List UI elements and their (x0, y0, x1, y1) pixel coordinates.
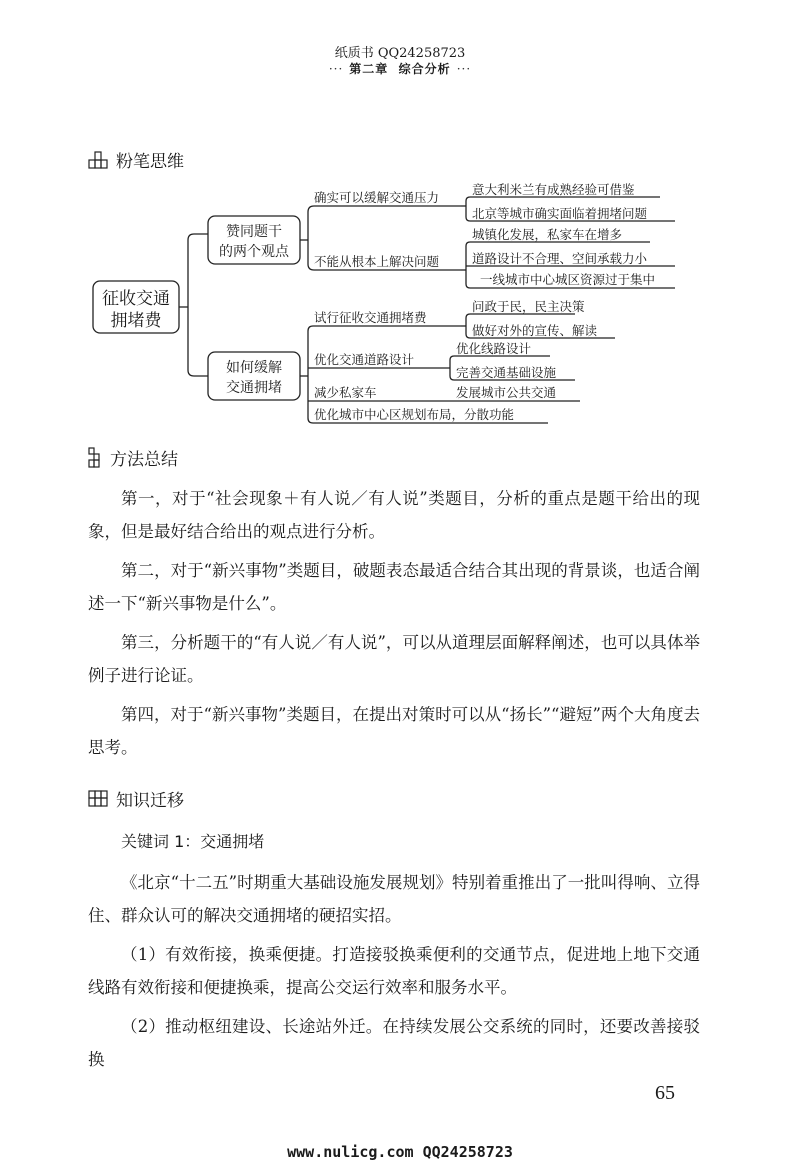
mindmap-lower-branch-line1: 如何缓解 (226, 360, 282, 376)
mindmap-leaf: 发展城市公共交通 (456, 385, 557, 400)
mindmap-upper-branch-line2: 的两个观点 (219, 244, 289, 260)
keyword-label: 关键词 1：交通拥堵 (121, 832, 265, 851)
mindmap-leaf: 问政于民，民主决策 (472, 299, 585, 314)
method-paragraph-3: 第三，分析题干的“有人说／有人说”，可以从道理层面解释阐述，也可以具体举例子进行论证。 (88, 633, 700, 685)
mindmap-lower-branch-line2: 交通拥堵 (226, 380, 282, 396)
mindmap-upper-node: 确实可以缓解交通压力 (314, 190, 440, 205)
mindmap-upper-node: 不能从根本上解决问题 (314, 254, 440, 269)
method-paragraph-4: 第四，对于“新兴事物”类题目，在提出对策时可以从“扬长”“避短”两个大角度去思考。 (88, 705, 700, 757)
footer-watermark: www.nulicg.com QQ24258723 (287, 1143, 513, 1161)
knowledge-paragraph-1: 《北京“十二五”时期重大基础设施发展规划》特别着重推出了一批叫得响、立得住、群众认可的解决交通拥堵的硬招实招。 (88, 873, 700, 925)
mindmap-root-line1: 征收交通 (102, 289, 170, 309)
knowledge-paragraph-3: （2）推动枢纽建设、长途站外迁。在持续发展公交系统的同时，还要改善接驳换 (88, 1017, 700, 1069)
mindmap-leaf: 城镇化发展，私家车在增多 (472, 227, 623, 242)
mindmap-root-line2: 拥堵费 (110, 311, 162, 331)
header-dots-left: ··· (328, 62, 344, 76)
chapter-label: 第二章 (349, 62, 389, 76)
method-paragraph-2: 第二，对于“新兴事物”类题目，破题表态最适合结合其出现的背景谈，也适合阐述一下“新兴事物是什么”。 (88, 561, 700, 613)
method-paragraph-1: 第一，对于“社会现象＋有人说／有人说”类题目，分析的重点是题干给出的现象，但是最好结合给出的观点进行分析。 (88, 489, 700, 541)
mindmap-lower-node: 优化交通道路设计 (314, 352, 415, 367)
section-mindmap-heading (88, 147, 184, 172)
mindmap-leaf: 完善交通基础设施 (456, 365, 557, 380)
mindmap-lower-node: 减少私家车 (314, 385, 377, 400)
page-number: 65 (655, 1082, 675, 1104)
mindmap-lower-node: 优化城市中心区规划布局，分散功能 (314, 407, 515, 422)
blocks-icon (88, 151, 108, 169)
grid-blocks-icon (88, 790, 108, 808)
mindmap-leaf: 优化线路设计 (456, 341, 532, 356)
section-knowledge-heading (88, 786, 184, 811)
mindmap-leaf: 做好对外的宣传、解读 (472, 323, 598, 338)
header-top: 纸质书 QQ24258723 (334, 46, 466, 61)
section-mindmap-title: 粉笔思维 (116, 152, 184, 172)
mindmap-leaf: 一线城市中心城区资源过于集中 (480, 272, 656, 287)
knowledge-paragraph-2: （1）有效衔接，换乘便捷。打造接驳换乘便利的交通节点，促进地上地下交通线路有效衔接和便捷换乘，提高公交运行效率和服务水平。 (88, 945, 700, 997)
mindmap-lower-node: 试行征收交通拥堵费 (314, 310, 427, 325)
stacked-blocks-icon (88, 447, 102, 469)
mindmap-upper-branch-line1: 赞同题干 (226, 224, 282, 240)
header-dots-right: ··· (456, 62, 472, 76)
section-knowledge-title: 知识迁移 (116, 791, 184, 811)
mindmap-leaf: 北京等城市确实面临着拥堵问题 (472, 206, 648, 221)
mindmap-leaf: 道路设计不合理、空间承载力小 (472, 251, 648, 266)
mindmap-diagram (80, 180, 700, 430)
section-method-title: 方法总结 (110, 450, 178, 470)
chapter-header (0, 60, 800, 77)
chapter-title: 综合分析 (398, 62, 451, 76)
mindmap-leaf: 意大利米兰有成熟经验可借鉴 (472, 182, 635, 197)
section-method-heading (88, 445, 178, 470)
